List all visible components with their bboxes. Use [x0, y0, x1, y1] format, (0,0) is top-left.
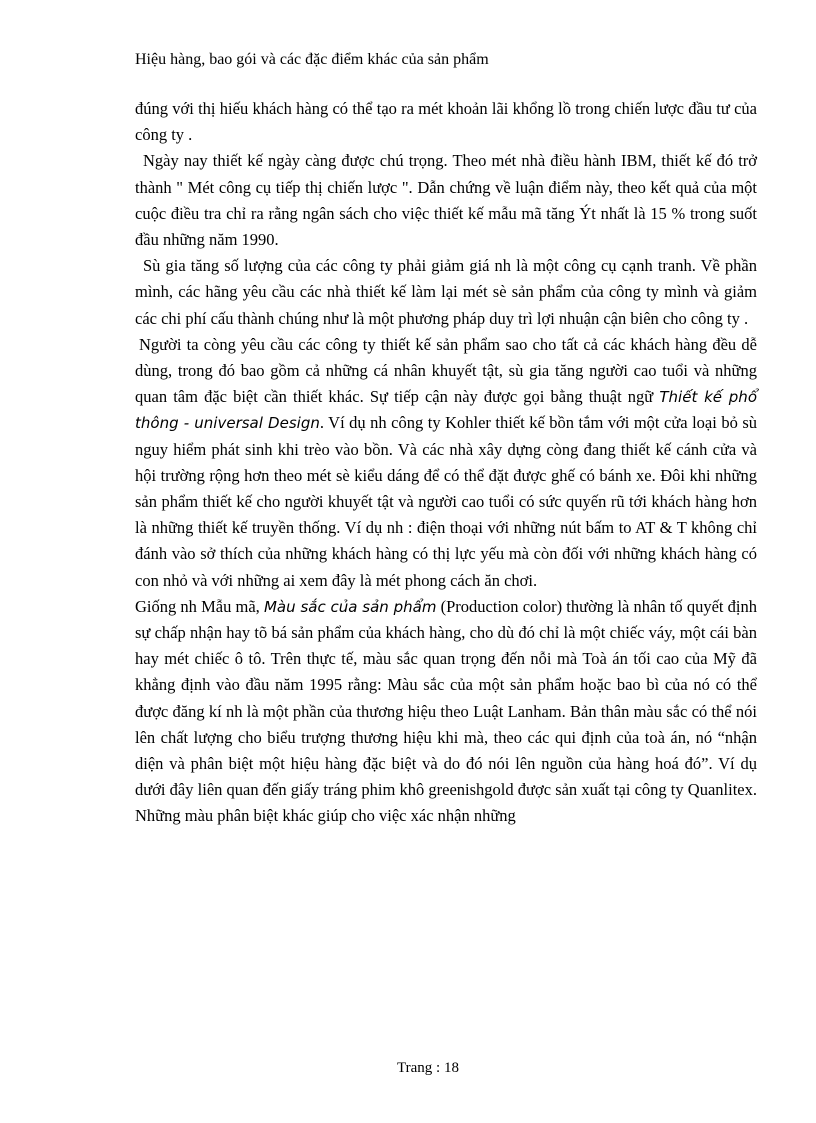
- paragraph-5-text-end: (Production color) thường là nhân tố quyết định sự chấp nhận hay tõ bá sản phẩm của khách hàng, cho dù đó chỉ là một chiếc váy, một cái bàn hay mét chiếc ô tô. Trên thực tế, màu sắc quan trọng đến nỗi mà Toà án tối cao của Mỹ đã khẳng định vào đầu năm 1995 rằng: Màu sắc của một sản phẩm hoặc bao bì của nó có thể được đăng kí nh là một phần của thương hiệu theo Luật Lanham. Bản thân màu sắc có thể nói lên chất lượng cho biểu trượng thương hiệu khi mà, theo các qui định của toà án, nó “nhận diện và phân biệt một hiệu hàng đặc biệt và do đó nói lên nguồn của hàng hoá đó”. Ví dụ dưới đây liên quan đến giấy tráng phim khô greenishgold được sản xuất tại công ty Quanlitex. Những màu phân biệt khác giúp cho việc xác nhận những: [135, 596, 757, 826]
- product-color-term: Màu sắc của sản phẩm: [263, 597, 437, 616]
- paragraph-3: Sù gia tăng số lượng của các công ty phải giảm giá nh là một công cụ cạnh tranh. Về phần mình, các hãng yêu cầu các nhà thiết kế làm lại mét sè sản phẩm của công ty mình và giảm các chi phí cấu thành chúng như là một phương pháp duy trì lợi nhuận cận biên cho công ty .: [135, 256, 757, 328]
- paragraph-2: Ngày nay thiết kế ngày càng được chú trọng. Theo mét nhà điều hành IBM, thiết kế đó trở thành " Mét công cụ tiếp thị chiến lược ". Dẫn chứng về luận điểm này, theo kết quả của một cuộc điều tra chỉ ra rằng ngân sách cho việc thiết kế mẫu mã tăng Ýt nhất là 15 % trong suốt đầu những năm 1990.: [135, 151, 757, 250]
- paragraph-5-text-start: Giống nh Mẫu mã,: [135, 596, 264, 616]
- paragraph-4-text-start: Người ta còng yêu cầu các công ty thiết kế sản phẩm sao cho tất cả các khách hàng đều dễ dùng, trong đó bao gồm cả những cá nhân khuyết tật, sù gia tăng người cao tuổi và những quan tâm đặc biệt cần thiết khác. Sự tiếp cận này được gọi bằng thuật ngữ: [135, 334, 757, 407]
- paragraph-1: đúng với thị hiếu khách hàng có thể tạo ra mét khoản lãi khổng lồ trong chiến lược đầu tư của công ty .: [135, 99, 757, 145]
- paragraph-5: [135, 594, 757, 830]
- universal-design-term: Thiết kế phổ thông - universal Design: [135, 388, 757, 433]
- page-number: Trang : 18: [397, 1060, 459, 1076]
- paragraph-4-text-end: . Ví dụ nh công ty Kohler thiết kế bồn tắm với một cửa loại bỏ sù nguy hiểm phát sinh khi trèo vào bồn. Và các nhà xây dựng còng đang thiết kế cánh cửa và hội trường rộng hơn theo mét sè kiểu dáng để có thể đặt được ghế có bánh xe. Đôi khi những sản phẩm thiết kế cho người khuyết tật và người cao tuổi có sức quyến rũ tới khách hàng hơn là những thiết kế truyền thống. Ví dụ nh : điện thoại với những nút bấm to AT & T không chỉ đánh vào sở thích của những khách hàng có thị lực yếu mà còn đối với những khách hàng có con nhỏ và với những ai xem đây là mét phong cách ăn chơi.: [135, 413, 757, 590]
- page-footer: [0, 1059, 816, 1077]
- paragraph-4: [135, 332, 757, 594]
- running-header: Hiệu hàng, bao gói và các đặc điểm khác của sản phẩm: [135, 51, 489, 68]
- document-body: [135, 96, 757, 830]
